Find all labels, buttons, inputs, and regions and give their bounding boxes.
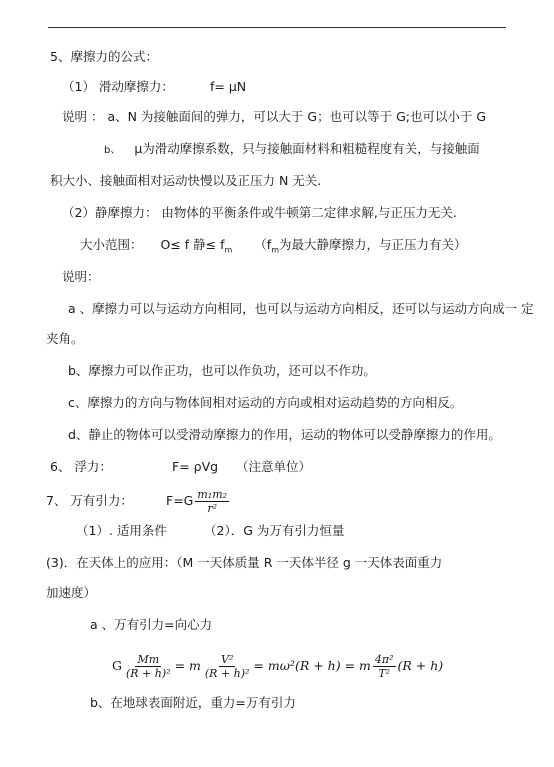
explanation-a: a 、摩擦力可以与运动方向相同，也可以与运动方向相反，还可以与运动方向成一 定 <box>68 301 534 316</box>
section-friction-formula-heading: 5、摩擦力的公式： <box>50 49 158 64</box>
celestial-application-continuation: 加速度） <box>46 585 97 600</box>
gravity-centripetal-heading: a 、万有引力=向心力 <box>90 617 213 632</box>
range-note: （$f_m$为最大静摩擦力，与正压力有关） <box>254 237 467 255</box>
range-label: 大小范围： <box>80 237 143 252</box>
gravitation-formula: F=G $\frac{\text{m₁m₂}}{\text{r²}}$ <box>166 488 228 515</box>
sliding-friction-title: （1） 滑动摩擦力： <box>62 79 174 94</box>
buoyancy-formula: F= ρVg <box>172 459 219 474</box>
buoyancy-note: （注意单位） <box>236 459 312 474</box>
buoyancy-line <box>50 458 312 476</box>
explanation-c: c、摩擦力的方向与物体间相对运动的方向或相对运动趋势的方向相反。 <box>68 395 463 410</box>
explanation-a-continuation: 夹角。 <box>46 331 84 346</box>
fraction-period: $\frac{\text{4π²}}{\text{T²}}$ <box>374 653 394 680</box>
celestial-application: (3)．在天体上的应用：（M 一天体质量 R 一天体半径 g 一天体表面重力 <box>46 555 443 570</box>
gravitation-notes <box>76 522 345 540</box>
note-b-coefficient <box>104 140 480 160</box>
range-formula: O≤ f 静≤ $f_m$ <box>160 237 233 255</box>
fraction-mass: $\frac{Mm}{\text{(R + h)²}}$ <box>126 653 171 680</box>
applicable-conditions: （1）. 适用条件 <box>76 523 167 538</box>
centripetal-equation: G $\frac{Mm}{\text{(R + h)²}}$ = m $\frac{\text{V²}}{\text{(R + h)²}}$ = mω²(R + h) = m $\frac{\text{4π²}}{\text{T²}}$ (R + h) <box>112 653 444 680</box>
surface-gravity-heading: b、在地球表面附近，重力=万有引力 <box>90 695 296 710</box>
static-friction-line: （2）静摩擦力： 由物体的平衡条件或牛顿第二定律求解,与正压力无关. <box>62 205 457 220</box>
header-rule <box>48 27 506 28</box>
note-b-marker: b、 <box>104 145 121 156</box>
gravitation-label: 7、 万有引力： <box>46 493 133 508</box>
gravitational-constant-note: （2）．G 为万有引力恒量 <box>204 523 345 538</box>
fraction-velocity: $\frac{\text{V²}}{\text{(R + h)²}}$ <box>204 653 250 680</box>
explanation-b: b、摩擦力可以作正功，也可以作负功，还可以不作功。 <box>68 363 376 378</box>
gravitation-fraction: $\frac{\text{m₁m₂}}{\text{r²}}$ <box>197 488 228 515</box>
note-b-continuation: 积大小、接触面相对运动快慢以及正压力 N 无关. <box>50 173 322 188</box>
gravitation-line <box>46 488 228 515</box>
note-a-normal-force: 说明 ： a、N 为接触面间的弹力，可以大于 G；也可以等于 G;也可以小于 G <box>62 109 487 124</box>
explanation-d: d、静止的物体可以受滑动摩擦力的作用，运动的物体可以受静摩擦力的作用。 <box>68 427 501 442</box>
sliding-friction-formula: f= μN <box>210 79 247 94</box>
explanation-label: 说明： <box>62 269 100 284</box>
static-friction-range <box>80 236 467 260</box>
note-b-text: μ为滑动摩擦系数，只与接触面材料和粗糙程度有关，与接触面 <box>134 141 480 156</box>
buoyancy-label: 6、 浮力： <box>50 459 112 474</box>
sliding-friction-label <box>62 78 247 96</box>
